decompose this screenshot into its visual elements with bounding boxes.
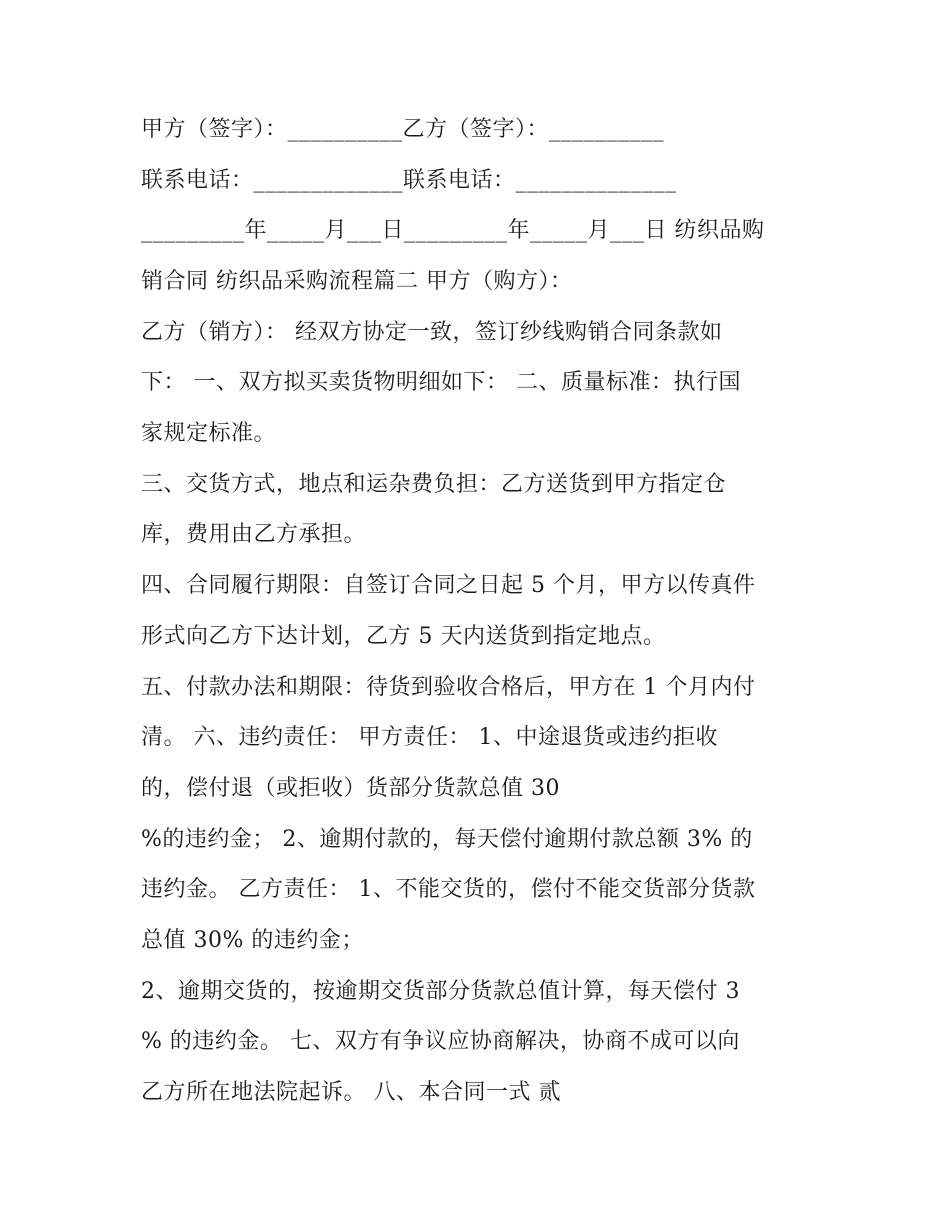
text-line: 销合同 纺织品采购流程篇二 甲方（购方）：: [141, 269, 573, 294]
text-line: _________年_____月___日_________年_____月___日 纺织品购: [141, 218, 765, 243]
text-line: 甲方（签字）：__________乙方（签字）：__________: [141, 117, 665, 142]
text-line: 乙方所在地法院起诉。 八、本合同一式 贰: [141, 1080, 561, 1105]
text-line: 违约金。 乙方责任： 1、不能交货的，偿付不能交货部分货款: [141, 877, 756, 902]
text-line: 的，偿付退（或拒收）货部分货款总值 30: [141, 776, 560, 801]
text-line: % 的违约金。 七、双方有争议应协商解决，协商不成可以向: [141, 1029, 740, 1054]
text-line: 联系电话：_____________联系电话：______________: [141, 168, 677, 193]
text-line: 乙方（销方）： 经双方协定一致，签订纱线购销合同条款如: [141, 320, 723, 345]
text-line: 四、合同履行期限：自签订合同之日起 5 个月，甲方以传真件: [141, 573, 756, 598]
text-line: 总值 30% 的违约金；: [141, 928, 364, 953]
text-line: 形式向乙方下达计划，乙方 5 天内送货到指定地点。: [141, 624, 666, 649]
text-line: 库，费用由乙方承担。: [141, 522, 367, 547]
text-line: 清。 六、违约责任： 甲方责任： 1、中途退货或违约拒收: [141, 725, 718, 750]
text-line: %的违约金； 2、逾期付款的，每天偿付逾期付款总额 3% 的: [141, 827, 753, 852]
text-line: 五、付款办法和期限：待货到验收合格后，甲方在 1 个月内付: [141, 675, 756, 700]
text-line: 家规定标准。: [141, 421, 277, 446]
text-line: 下： 一、双方拟买卖货物明细如下： 二、质量标准：执行国: [141, 370, 741, 395]
text-line: 2、逾期交货的，按逾期交货部分货款总值计算，每天偿付 3: [141, 979, 740, 1004]
text-line: 三、交货方式，地点和运杂费负担：乙方送货到甲方指定仓: [141, 472, 727, 497]
